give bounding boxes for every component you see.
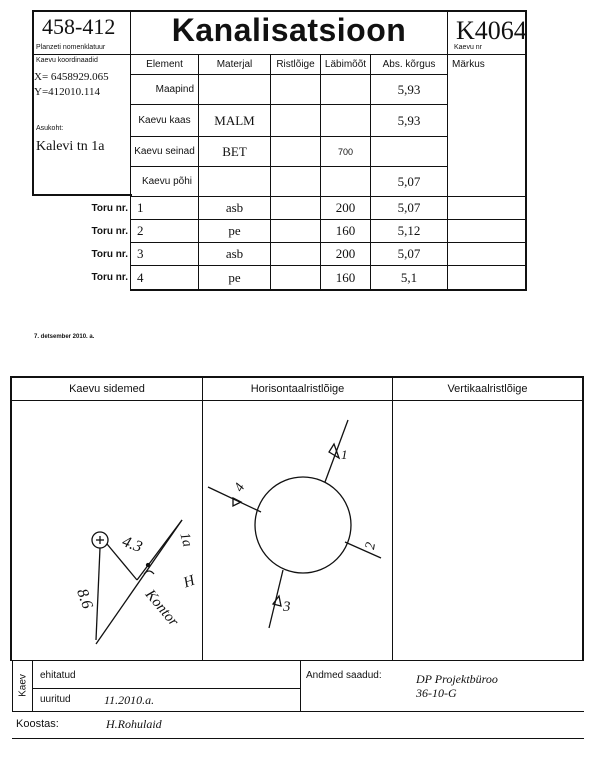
building-number: 1a [176,531,195,549]
row-element: Kaevu kaas [138,115,191,126]
pipe-material: pe [228,223,241,238]
row-height: 5,07 [397,173,421,189]
sheet-number: 458-412 [42,14,116,39]
pipe-height: 5,1 [400,269,418,285]
row-diameter: 700 [337,146,354,157]
author-label: Koostas: [16,718,59,730]
panel-title-links: Kaevu sidemed [69,383,145,395]
row-material: BET [222,143,247,159]
pipe-height: 5,12 [397,223,421,238]
row-height: 5,93 [397,81,421,97]
row-material: MALM [214,112,255,128]
distance-label: 8.6 [73,586,96,612]
pipe-height: 5,07 [397,246,421,261]
panel-title-vertical: Vertikaalristlõige [447,383,528,395]
pipe-diameter: 160 [335,223,356,238]
coord-x: X= 6458929.065 [34,71,109,83]
location-label: Asukoht: [36,125,64,132]
building-letter: H [181,572,198,592]
pipe-nr: 1 [137,200,144,215]
row-element: Maapind [155,84,194,95]
col-section: Ristlõige [276,59,315,70]
pipe-label: Toru nr. [91,225,128,237]
pipe-marker: 2 [363,541,380,551]
pipe-diameter: 200 [335,246,356,261]
pipe-label: Toru nr. [91,248,128,260]
built-label: ehitatud [40,670,76,681]
pipe-marker: 1 [341,447,348,462]
col-height: Abs. kõrgus [382,59,436,70]
location-value: Kalevi tn 1a [36,139,105,154]
pipe-marker: 3 [283,599,291,615]
row-height: 5,93 [397,112,421,128]
well-id-label: Kaevu nr [454,44,483,51]
pipe-label: Toru nr. [91,272,128,283]
distance-label: 4.3 [119,533,145,556]
pipe-material: asb [225,246,244,261]
horizontal-section-sketch [203,402,392,660]
pipe-material: asb [225,200,244,215]
data-source-value: DP Projektbüroo [416,672,498,686]
sheet-number-label: Planzeti nomenklatuur [36,44,106,51]
data-source-label: Andmed saadud: [306,670,382,681]
pipe-marker: 4 [231,480,249,495]
well-id: K4064 [456,16,527,45]
pipe-nr: 2 [137,223,144,238]
col-material: Materjal [216,59,253,70]
col-diameter: Läbimõõt [324,59,367,70]
row-element: Kaevu seinad [134,146,195,157]
side-label: Kaev [17,674,29,697]
panel-title-horizontal: Horisontaalristlõige [250,383,345,395]
pipe-height: 5,07 [397,200,421,215]
page-title: Kanalisatsioon [171,12,407,48]
surveyed-label: uuritud [40,694,71,705]
pipe-nr: 4 [137,269,144,285]
coord-y: Y=412010.114 [34,86,100,98]
row-element: Kaevu põhi [141,176,192,187]
col-notes: Märkus [452,59,485,70]
coords-label: Kaevu koordinaadid [36,57,98,64]
building-name: Kontor [141,586,182,630]
data-source-code: 36-10-G [416,686,457,700]
pipe-diameter: 200 [335,200,356,215]
pipe-label: Toru nr. [91,202,128,214]
document-date: 7. detsember 2010. a. [34,334,95,340]
surveyed-value: 11.2010.a. [104,693,155,707]
author-value: H.Rohulaid [106,717,162,731]
col-element: Element [146,59,183,70]
pipe-diameter: 160 [335,269,356,285]
pipe-nr: 3 [137,246,144,261]
pipe-material: pe [228,269,241,285]
